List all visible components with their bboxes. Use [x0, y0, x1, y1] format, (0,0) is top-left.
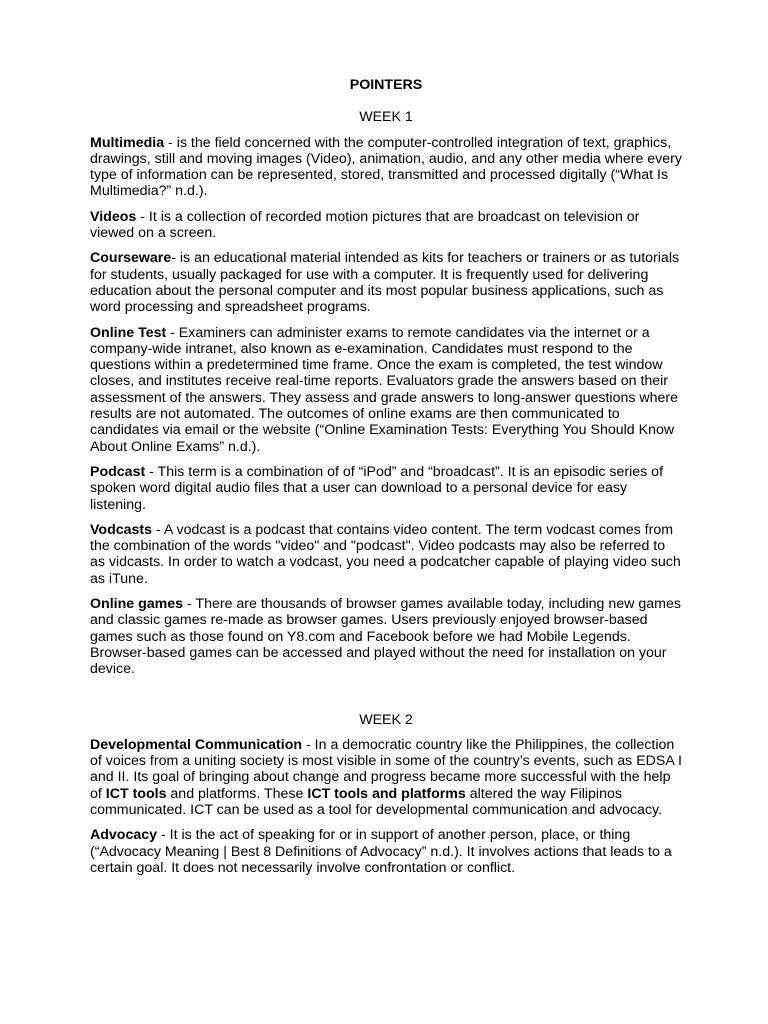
entry-advocacy — [90, 827, 682, 876]
entry-podcast — [90, 464, 682, 513]
week-2-heading: WEEK 2 — [359, 711, 413, 728]
definition-devcomm-part-a: - In a democratic country like the Philippines, the collection of voices from a uniting society is most visible in some of the country’s events, such as EDSA I and II. Its goal of bringing about change and progress became more successful with the help of — [90, 736, 682, 802]
definition-online-games: - There are thousands of browser games available today, including new games and classic games re-made as browser games. Users previously enjoyed browser-based games such as those found on Y8.com and Facebook before we had Mobile Legends. Browser-based games can be accessed and played without the need for installation on your device. — [90, 596, 681, 678]
definition-videos: - It is a collection of recorded motion pictures that are broadcast on television or viewed on a screen. — [90, 208, 640, 242]
term-online-games: Online games — [90, 596, 184, 613]
entry-courseware — [90, 250, 682, 315]
entry-developmental-communication — [90, 737, 682, 818]
term-developmental-communication: Developmental Communication — [90, 736, 303, 753]
term-vodcasts: Vodcasts — [90, 521, 153, 538]
definition-advocacy: - It is the act of speaking for or in support of another person, place, or thing (“Advocacy Meaning | Best 8 Definitions of Advocacy” n.d.). It involves actions that leads to a certain goal. It does not necessarily involve confrontation or conflict. — [90, 827, 672, 876]
definition-devcomm-part-b: and platforms. These — [166, 785, 308, 802]
entry-online-games — [90, 596, 682, 677]
entry-multimedia — [90, 135, 682, 200]
emphasis-ict-tools: ICT tools — [105, 785, 167, 802]
definition-podcast: - This term is a combination of of “iPod” and “broadcast”. It is an episodic series of spoken word digital audio files that a user can download to a personal device for easy listening. — [90, 463, 664, 513]
definition-online-test: - Examiners can administer exams to remote candidates via the internet or a company-wide intranet, also known as e-examination. Candidates must respond to the questions within a predetermined time frame. Once the exam is completed, the test window closes, and institutes receive real-time reports. Evaluators grade the answers based on their assessment of the answers. They assess and grade answers to long-answer questions where results are not automated. The outcomes of online exams are then communicated to candidates via email or the website (“Online Examination Tests: Everything You Should Know About Online Exams” n.d.). — [90, 324, 679, 455]
definition-multimedia: - is the field concerned with the computer-controlled integration of text, graphics, drawings, still and moving images (Video), animation, audio, and any other media where every type of information can be represented, stored, transmitted and processed digitally (“What Is Multimedia?” n.d.). — [90, 134, 682, 200]
term-videos: Videos — [90, 208, 137, 225]
term-advocacy: Advocacy — [90, 827, 158, 844]
term-online-test: Online Test — [90, 324, 167, 341]
document-body — [90, 77, 682, 885]
term-podcast: Podcast — [90, 463, 146, 480]
term-multimedia: Multimedia — [90, 134, 165, 151]
entry-videos — [90, 209, 682, 242]
entry-online-test — [90, 325, 682, 455]
document-title: POINTERS — [349, 77, 423, 93]
definition-vodcasts: - A vodcast is a podcast that contains video content. The term vodcast comes from the combination of the words "video" and "podcast". Video podcasts may also be referred to as vidcasts. In order to watch a vodcast, you need a podcatcher capable of playing video such as iTune. — [90, 521, 681, 587]
term-courseware: Courseware — [90, 250, 172, 267]
week-1-heading: WEEK 1 — [359, 109, 413, 126]
definition-courseware: - is an educational material intended as kits for teachers or trainers or as tutorials for students, usually packaged for use with a computer. It is frequently used for delivering education about the personal computer and its most popular business applications, such as word processing and spreadsheet programs. — [90, 250, 680, 316]
definition-devcomm-part-c: altered the way Filipinos communicated. ICT can be used as a tool for developmental communication and advocacy. — [90, 785, 663, 818]
emphasis-ict-tools-and-platforms: ICT tools and platforms — [307, 785, 466, 802]
entry-vodcasts — [90, 522, 682, 587]
